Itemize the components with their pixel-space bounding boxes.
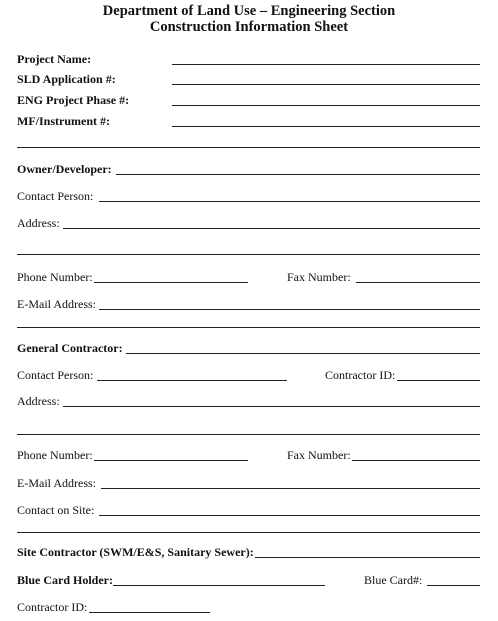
gc-address-line-2[interactable] <box>17 434 480 435</box>
owner-phone-label: Phone Number: <box>17 270 93 284</box>
gc-contractor-id-label: Contractor ID: <box>325 368 396 382</box>
section-divider <box>17 327 480 328</box>
general-contractor-field[interactable] <box>126 353 480 354</box>
gc-contact-on-site-field[interactable] <box>99 515 480 516</box>
section-divider <box>17 532 480 533</box>
gc-fax-label: Fax Number: <box>287 448 351 462</box>
owner-email-label: E-Mail Address: <box>17 297 96 311</box>
gc-address-label: Address: <box>17 394 60 408</box>
site-contractor-field[interactable] <box>255 557 480 558</box>
owner-fax-field[interactable] <box>356 282 480 283</box>
page-subtitle: Construction Information Sheet <box>149 19 349 35</box>
owner-email-field[interactable] <box>99 309 480 310</box>
page-title: Department of Land Use – Engineering Section <box>102 3 396 19</box>
eng-project-phase-field[interactable] <box>172 105 480 106</box>
site-contractor-label: Site Contractor (SWM/E&S, Sanitary Sewer): <box>17 545 254 559</box>
owner-address-label: Address: <box>17 216 60 230</box>
blue-card-holder-field[interactable] <box>113 585 325 586</box>
sld-application-label: SLD Application #: <box>17 72 116 86</box>
owner-phone-field[interactable] <box>94 282 248 283</box>
section-divider <box>17 147 480 148</box>
mf-instrument-field[interactable] <box>172 126 480 127</box>
gc-phone-field[interactable] <box>94 460 248 461</box>
owner-developer-field[interactable] <box>116 174 480 175</box>
blue-card-holder-label: Blue Card Holder: <box>17 573 113 587</box>
gc-contact-person-field[interactable] <box>97 380 287 381</box>
gc-address-field[interactable] <box>63 406 480 407</box>
owner-developer-label: Owner/Developer: <box>17 162 112 176</box>
owner-fax-label: Fax Number: <box>287 270 351 284</box>
sld-application-field[interactable] <box>172 84 480 85</box>
mf-instrument-label: MF/Instrument #: <box>17 114 110 128</box>
gc-email-label: E-Mail Address: <box>17 476 96 490</box>
gc-phone-label: Phone Number: <box>17 448 93 462</box>
eng-project-phase-label: ENG Project Phase #: <box>17 93 130 107</box>
owner-address-line-2[interactable] <box>17 254 480 255</box>
gc-contact-person-label: Contact Person: <box>17 368 94 382</box>
general-contractor-label: General Contractor: <box>17 341 123 355</box>
gc-contractor-id-field[interactable] <box>397 380 480 381</box>
owner-contact-person-label: Contact Person: <box>17 189 94 203</box>
project-name-field[interactable] <box>172 64 480 65</box>
site-contractor-id-label: Contractor ID: <box>17 600 88 614</box>
gc-contact-on-site-label: Contact on Site: <box>17 503 95 517</box>
owner-contact-person-field[interactable] <box>99 201 480 202</box>
site-contractor-id-field[interactable] <box>89 612 210 613</box>
owner-address-field[interactable] <box>63 228 480 229</box>
blue-card-number-field[interactable] <box>427 585 480 586</box>
project-name-label: Project Name: <box>17 52 92 66</box>
blue-card-number-label: Blue Card#: <box>364 573 423 587</box>
gc-fax-field[interactable] <box>352 460 480 461</box>
gc-email-field[interactable] <box>101 488 480 489</box>
